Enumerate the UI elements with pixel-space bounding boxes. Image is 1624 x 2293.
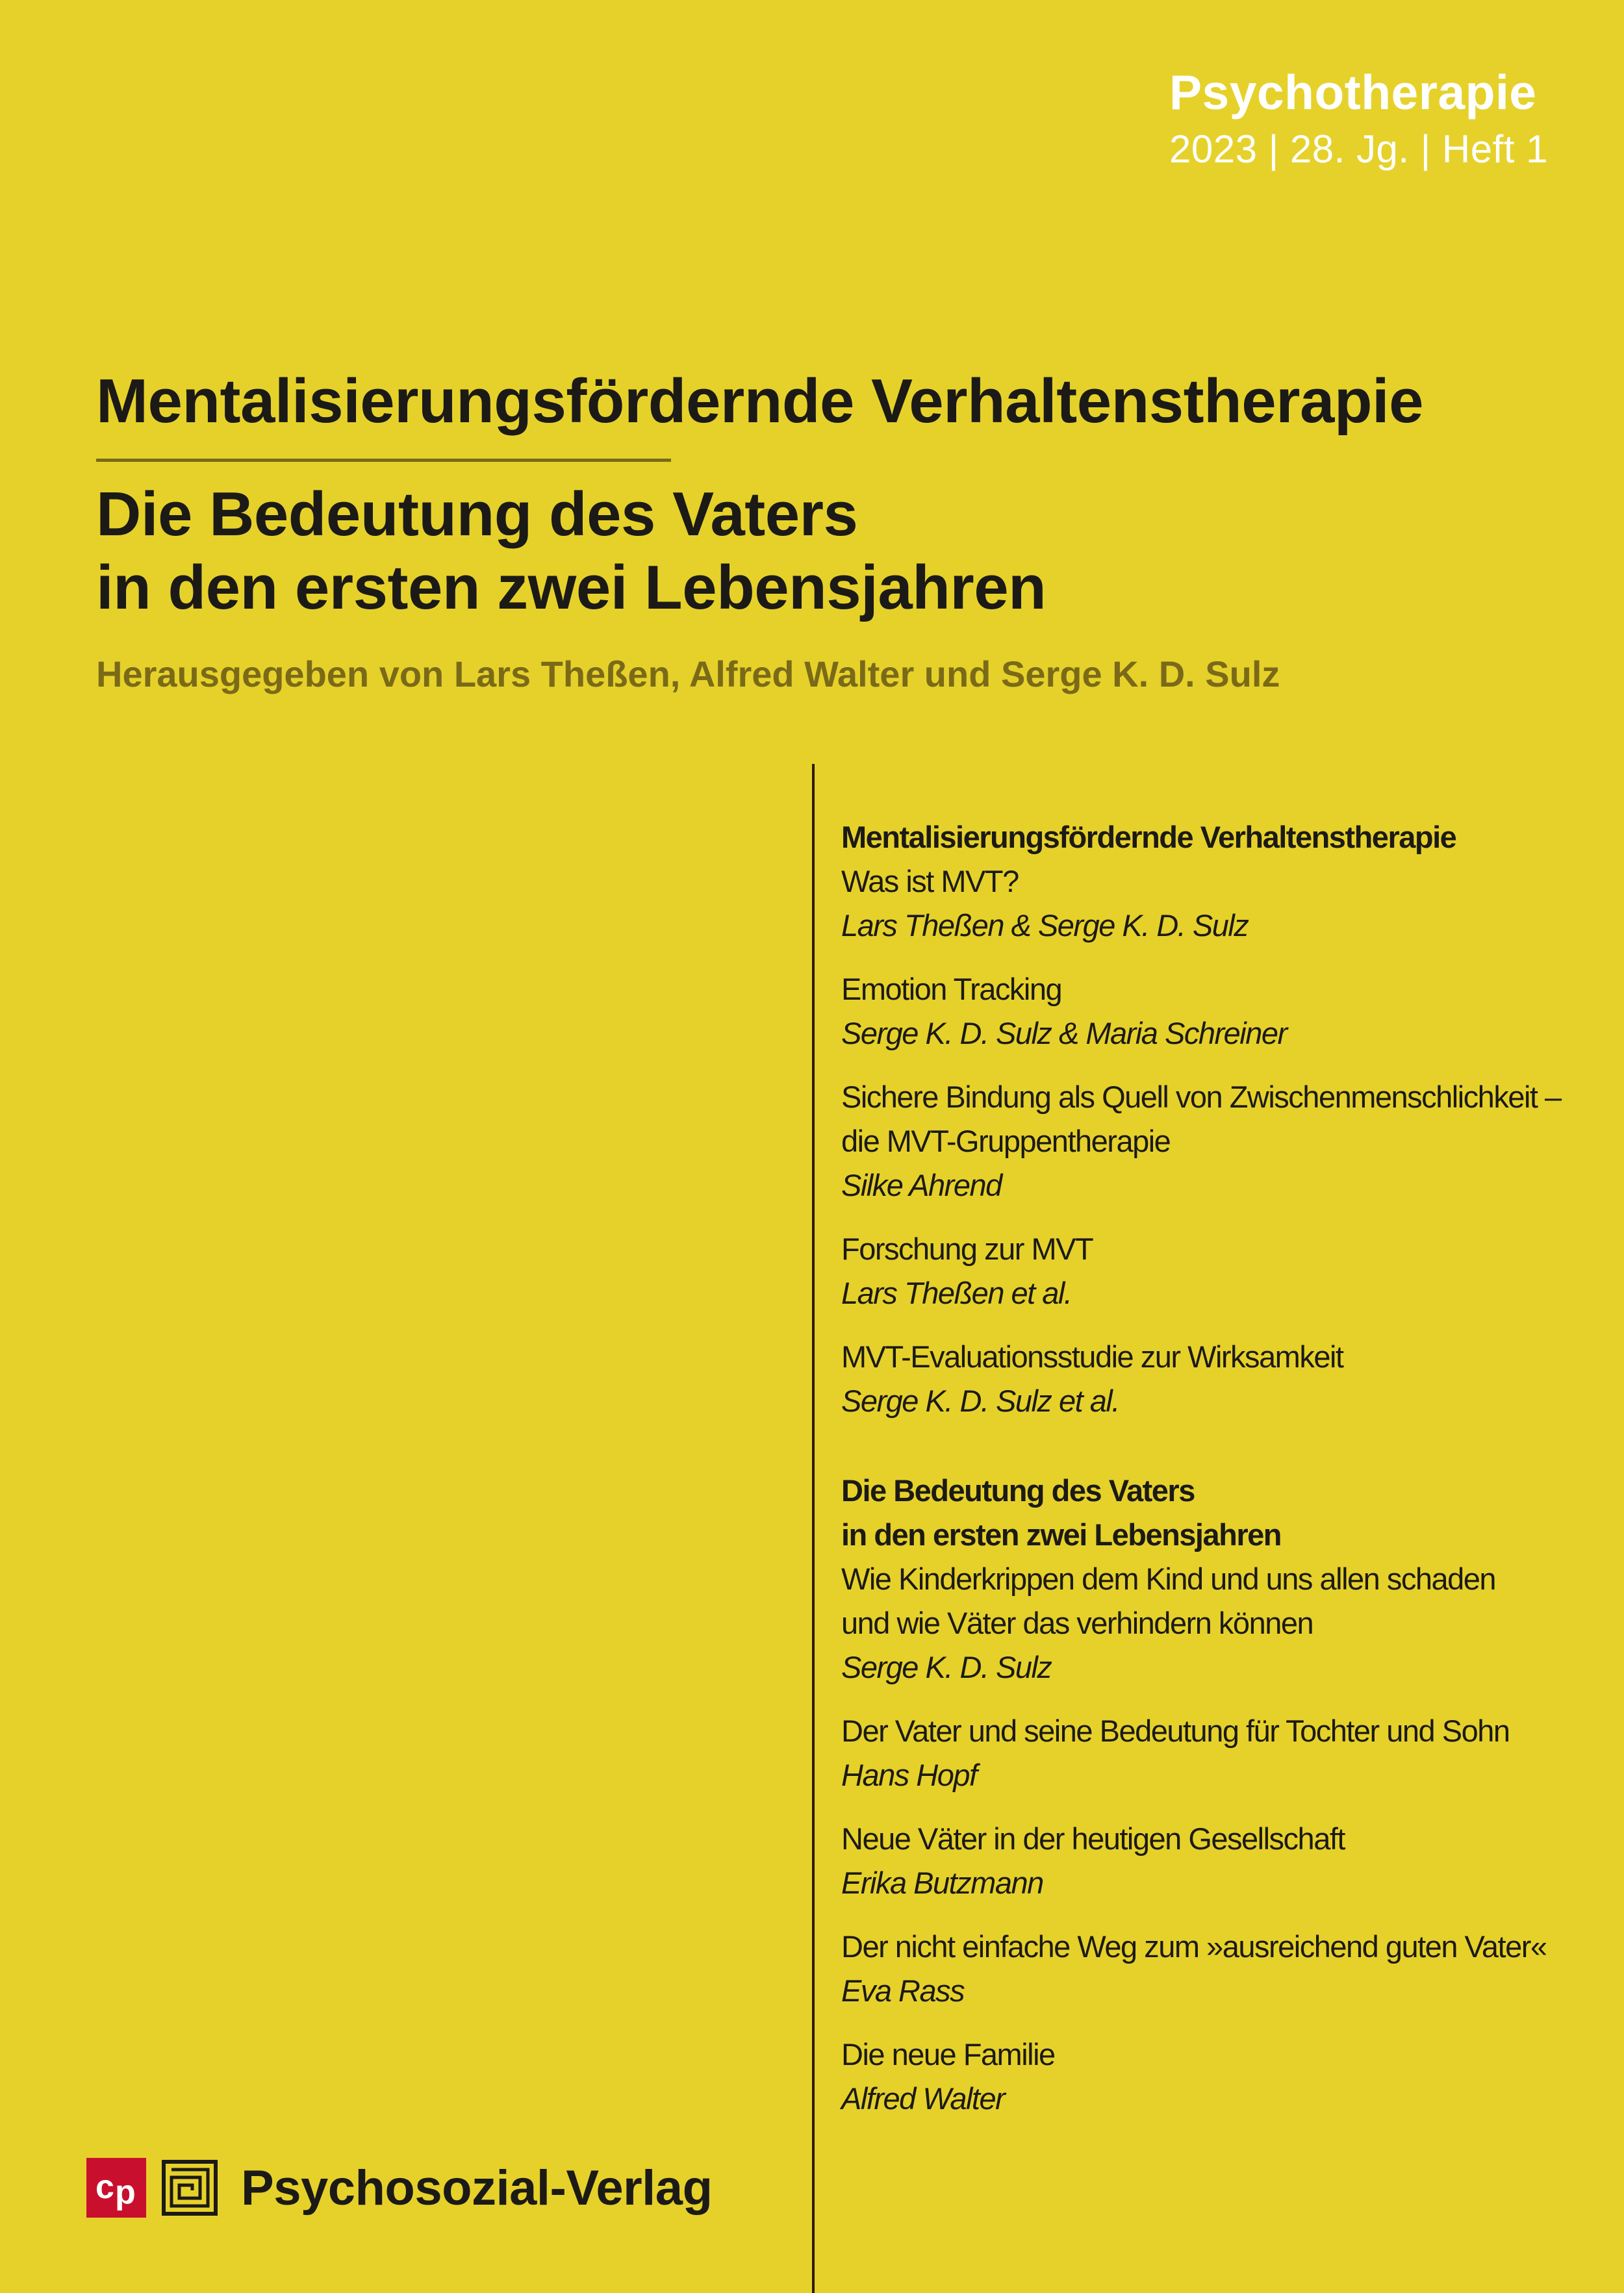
toc-section-1 [841,815,1569,1423]
editors-line: Herausgegeben von Lars Theßen, Alfred Walter und Serge K. D. Sulz [96,653,1280,694]
toc-item-author: Serge K. D. Sulz et al. [841,1384,1119,1418]
toc-item-title: Die neue Familie [841,2037,1055,2071]
toc-item-author: Eva Rass [841,1973,965,2008]
maze-logo-icon [162,2160,218,2216]
toc-item [841,1075,1569,1208]
toc-item-title: Neue Väter in der heutigen Gesellschaft [841,1821,1345,1856]
main-title: Mentalisierungsfördernde Verhaltenstherapie [96,366,1424,436]
toc-item-author: Lars Theßen & Serge K. D. Sulz [841,908,1249,943]
title-divider [96,459,671,462]
toc-item-title: Der Vater und seine Bedeutung für Tochter und Sohn [841,1714,1510,1748]
journal-issue: 2023 | 28. Jg. | Heft 1 [1169,127,1548,171]
toc-item-title: Emotion Tracking [841,972,1062,1006]
toc-item-author: Serge K. D. Sulz & Maria Schreiner [841,1016,1287,1050]
cp-logo-icon [86,2158,146,2218]
toc-item-title: Sichere Bindung als Quell von Zwischenmenschlichkeit – [841,1080,1561,1114]
toc-item-title: MVT-Evaluationsstudie zur Wirksamkeit [841,1339,1343,1374]
toc-item-author: Lars Theßen et al. [841,1276,1072,1310]
toc-item-title: Wie Kinderkrippen dem Kind und uns allen schaden [841,1562,1496,1596]
toc-item-title: die MVT-Gruppentherapie [841,1124,1171,1158]
toc-item-author: Erika Butzmann [841,1866,1043,1900]
toc-item [841,859,1569,948]
toc-item-title: Forschung zur MVT [841,1232,1093,1266]
toc-item-title: Der nicht einfache Weg zum »ausreichend guten Vater« [841,1929,1547,1964]
subtitle-line-2: in den ersten zwei Lebensjahren [96,553,1047,623]
toc-item [841,1557,1569,1690]
toc-item [841,1335,1569,1423]
toc-item-author: Serge K. D. Sulz [841,1650,1052,1684]
toc-item-author: Alfred Walter [841,2081,1005,2116]
toc-item [841,2033,1569,2121]
journal-name: Psychotherapie [1169,65,1537,120]
toc-section-2 [841,1469,1569,2121]
vertical-divider [812,764,815,2293]
toc-section-title: Die Bedeutung des Vaters [841,1473,1195,1508]
section-gap [841,1443,1569,1469]
toc-section-title: in den ersten zwei Lebensjahren [841,1517,1281,1552]
toc-item [841,1709,1569,1797]
subtitle-line-1: Die Bedeutung des Vaters [96,479,858,549]
toc-item [841,967,1569,1056]
cover-subtitle [96,477,1330,625]
svg-text:c: c [95,2168,114,2206]
toc-item [841,1227,1569,1315]
toc-item-author: Hans Hopf [841,1758,977,1792]
toc-section-title: Mentalisierungsfördernde Verhaltenstherapie [841,820,1456,854]
toc-item [841,1817,1569,1905]
table-of-contents [841,815,1569,2140]
toc-item-author: Silke Ahrend [841,1168,1002,1202]
publisher-name: Psychosozial-Verlag [241,2160,713,2216]
svg-text:p: p [115,2173,136,2211]
publisher-footer [86,2155,713,2220]
toc-item-title: und wie Väter das verhindern können [841,1606,1313,1640]
toc-item [841,1925,1569,2013]
toc-item-title: Was ist MVT? [841,864,1019,898]
journal-header [1169,65,1548,171]
